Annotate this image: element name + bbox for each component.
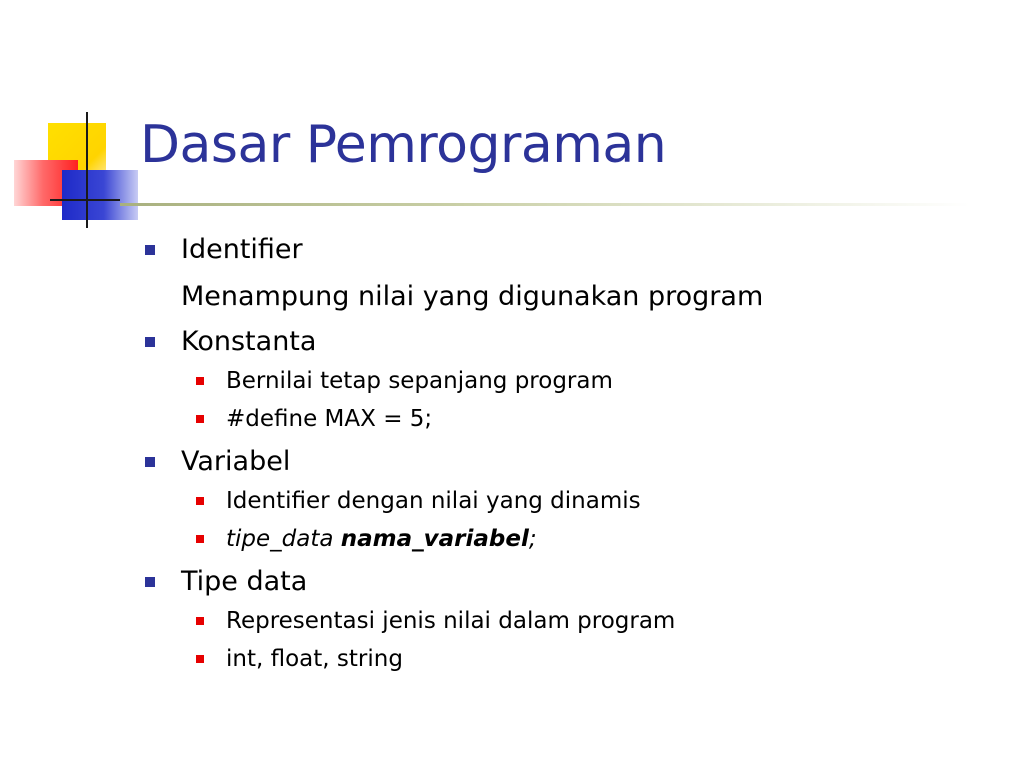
- square-bullet-icon: [145, 457, 155, 467]
- sub-list-item: int, float, string: [226, 646, 403, 672]
- square-bullet-icon: [196, 415, 204, 423]
- sub-list-item: Bernilai tetap sepanjang program: [226, 368, 613, 394]
- list-item-heading: Variabel: [181, 446, 291, 477]
- list-item-heading: Identifier: [181, 234, 303, 265]
- square-bullet-icon: [145, 577, 155, 587]
- square-bullet-icon: [145, 245, 155, 255]
- syntax-type-part: tipe_data: [226, 526, 334, 552]
- square-bullet-icon: [196, 377, 204, 385]
- sub-list-item: Identifier dengan nilai yang dinamis: [226, 488, 641, 514]
- list-item-continuation: Menampung nilai yang digunakan program: [181, 281, 764, 312]
- square-bullet-icon: [196, 535, 204, 543]
- square-bullet-icon: [196, 617, 204, 625]
- sub-list-item: Representasi jenis nilai dalam program: [226, 608, 676, 634]
- list-item-heading: Konstanta: [181, 326, 317, 357]
- syntax-name-part: nama_variabel: [340, 526, 529, 552]
- square-bullet-icon: [196, 497, 204, 505]
- square-bullet-icon: [145, 337, 155, 347]
- syntax-terminator: ;: [528, 526, 537, 552]
- list-item-heading: Tipe data: [181, 566, 308, 597]
- variable-syntax-line: [226, 525, 537, 553]
- slide-title: Dasar Pemrograman: [140, 115, 667, 175]
- sub-list-item: #define MAX = 5;: [226, 406, 433, 432]
- square-bullet-icon: [196, 655, 204, 663]
